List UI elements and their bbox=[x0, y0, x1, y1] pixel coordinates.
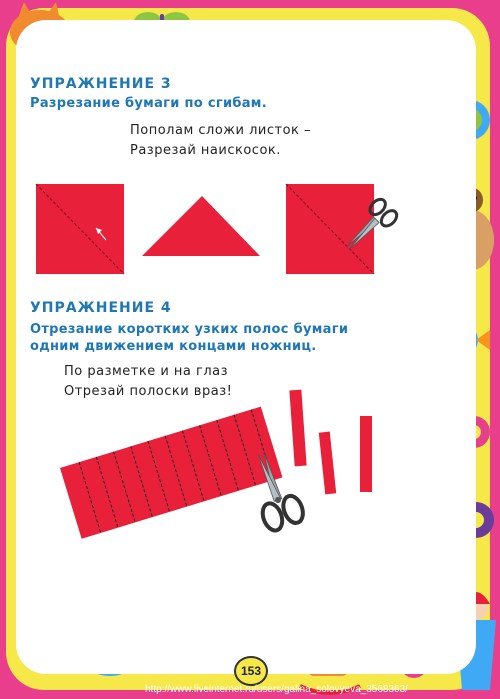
paper-strip bbox=[319, 432, 336, 495]
triangle-paper bbox=[142, 196, 260, 256]
folded-square-paper bbox=[36, 184, 124, 274]
content-page bbox=[16, 20, 476, 674]
cut-square-paper bbox=[286, 184, 374, 274]
exercise-4-heading: УПРАЖНЕНИЕ 4 bbox=[30, 300, 172, 316]
page-number: 153 bbox=[234, 656, 268, 686]
exercise-3-heading: УПРАЖНЕНИЕ 3 bbox=[30, 76, 172, 92]
paper-strip-big bbox=[60, 407, 282, 539]
exercise-4-illustration bbox=[16, 360, 476, 620]
exercise-3-illustration bbox=[16, 170, 476, 320]
paper-strip bbox=[360, 416, 372, 492]
paper-strip bbox=[289, 390, 306, 467]
poem-line: Разрезай наискосок. bbox=[130, 143, 281, 158]
subheading-line: Отрезание коротких узких полос бумаги bbox=[30, 322, 349, 337]
poem-line: Пополам сложи листок – bbox=[130, 123, 312, 138]
exercise-4-subheading bbox=[30, 321, 348, 355]
footer-url[interactable]: http://www.liveinternet.ru/users/galina_solovyeva_3568363/ bbox=[145, 684, 408, 695]
poem-line: По разметке и на глаз bbox=[64, 364, 229, 379]
subheading-line: одним движением концами ножниц. bbox=[30, 339, 317, 354]
exercise-3-poem bbox=[130, 121, 311, 161]
exercise-3-subheading: Разрезание бумаги по сгибам. bbox=[30, 96, 267, 111]
poem-line: Отрезай полоски враз! bbox=[64, 384, 233, 399]
